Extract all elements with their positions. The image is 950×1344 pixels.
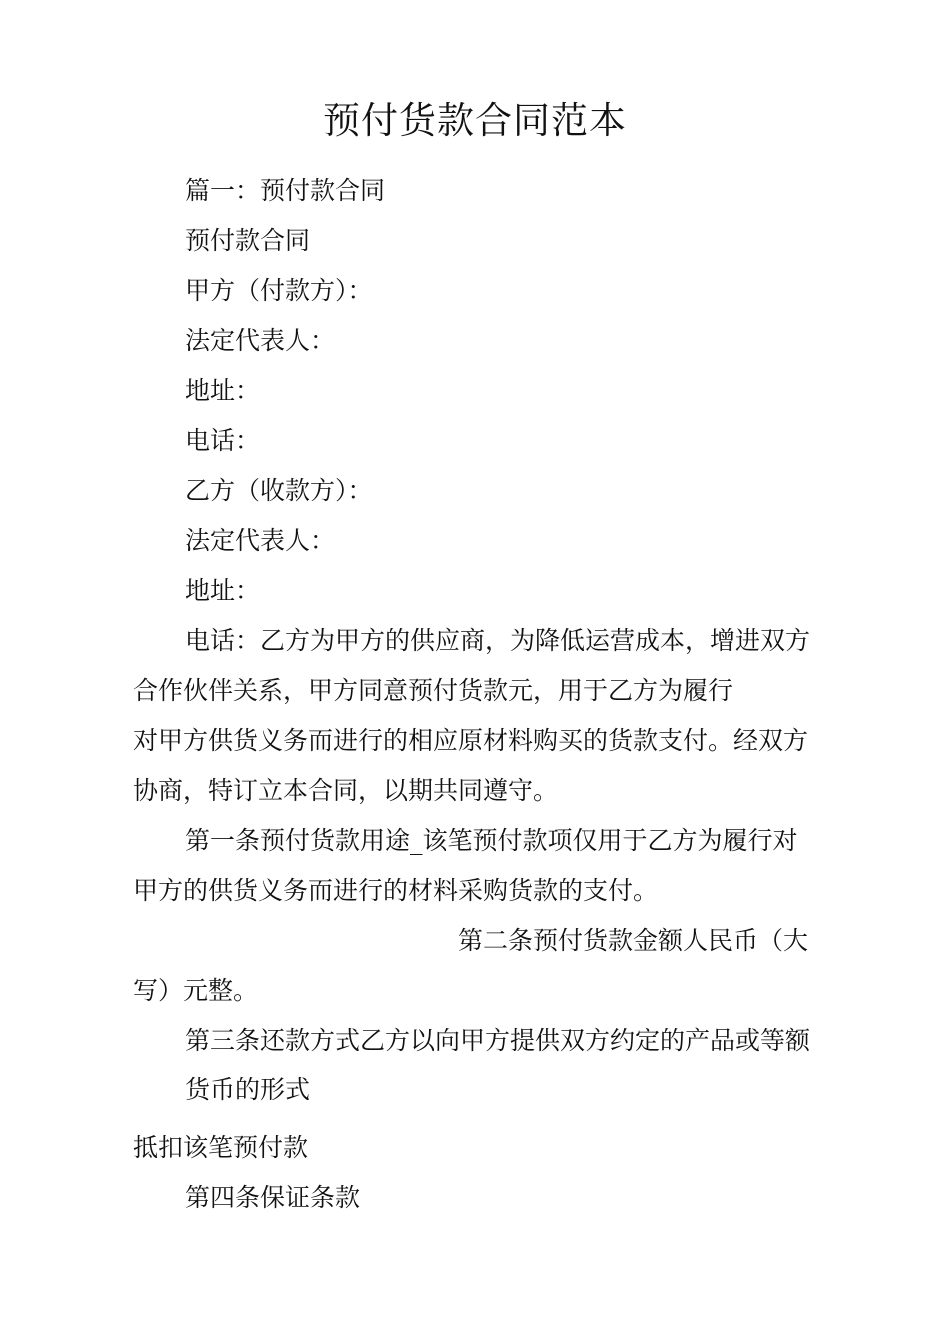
preamble-line-4: 协商，特订立本合同，以期共同遵守。 bbox=[133, 776, 559, 805]
contract-name: 预付款合同 bbox=[185, 226, 311, 255]
party-a-label: 甲方（付款方）： bbox=[185, 276, 373, 305]
article-1-line-1: 第一条预付货款用途_该笔预付款项仅用于乙方为履行对 bbox=[185, 826, 798, 855]
article-3-line-2: 货币的形式 bbox=[185, 1075, 311, 1104]
article-4-heading: 第四条保证条款 bbox=[185, 1183, 361, 1212]
party-b-label: 乙方（收款方）： bbox=[185, 476, 373, 505]
preamble-line-1: 电话：乙方为甲方的供应商，为降低运营成本，增进双方 bbox=[185, 626, 811, 655]
article-1-line-2: 甲方的供货义务而进行的材料采购货款的支付。 bbox=[133, 876, 659, 905]
document-title: 预付货款合同范本 bbox=[323, 99, 627, 142]
article-3-line-1: 第三条还款方式乙方以向甲方提供双方约定的产品或等额 bbox=[185, 1026, 811, 1055]
preamble-line-3: 对甲方供货义务而进行的相应原材料购买的货款支付。经双方 bbox=[133, 726, 809, 755]
party-b-representative: 法定代表人： bbox=[185, 526, 336, 555]
article-3-line-3: 抵扣该笔预付款 bbox=[133, 1133, 309, 1162]
preamble-line-2: 合作伙伴关系，甲方同意预付货款元，用于乙方为履行 bbox=[133, 676, 734, 705]
party-a-phone: 电话： bbox=[185, 426, 261, 455]
party-a-address: 地址： bbox=[185, 376, 261, 405]
article-2-line-2: 写）元整。 bbox=[133, 976, 259, 1005]
section-heading: 篇一：预付款合同 bbox=[185, 176, 386, 205]
party-b-address: 地址： bbox=[185, 576, 261, 605]
article-2-line-1: 第二条预付货款金额人民币（大 bbox=[458, 926, 809, 955]
party-a-representative: 法定代表人： bbox=[185, 326, 336, 355]
